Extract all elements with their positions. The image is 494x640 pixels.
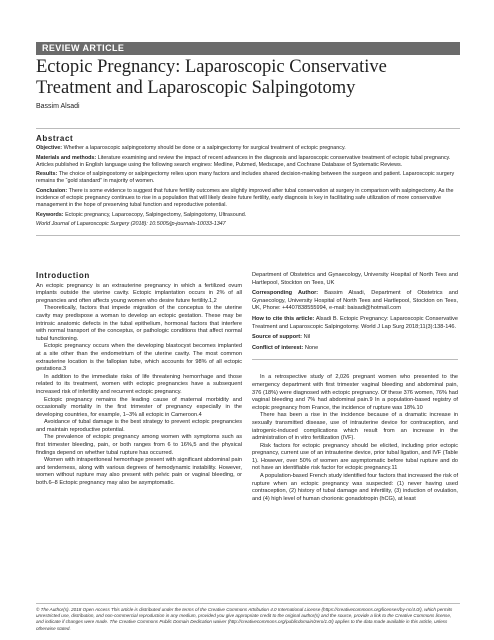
body-paragraph: A population-based French study identified four factors that increased the risk of rupture when an ectopic pregnancy was suspected: (1) never having used contraception, (2) history of tubal damage and infertility, (3) induction of ovulation, and (4) high level of human chorionic gonadotropin (hCG), at least [252, 473, 458, 502]
conflict-of-interest: Conflict of interest: None [252, 344, 319, 351]
article-type-banner: REVIEW ARTICLE [36, 42, 460, 55]
abstract-methods: Materials and methods: Literature examining and review the impact of recent advances in the diagnosis and laparoscopic conservative treatment of ectopic tubal pregnancy. Articles published in English language using the following search engines: Medline, Pubmed, Medscape, and Cochrane Database of Systematic Reviews. [36, 154, 451, 168]
article-title: Ectopic Pregnancy: Laparoscopic Conservative Treatment and Laparoscopic Salpingotomy [36, 57, 387, 98]
journal-citation: World Journal of Laparoscopic Surgery (2018): 10.5005/jp-journals-10033-1347 [36, 220, 226, 227]
intro-paragraph: Ectopic pregnancy occurs when the developing blastocyst becomes implanted at a site other than the endometrium of the uterine cavity. The most common extrauterine location is the fallopian tube, which accounts for 98% of all ectopic gestations.3 [36, 343, 242, 373]
intro-paragraph: In addition to the immediate risks of life threatening hemorrhage and those related to its treatment, women with ectopic pregnancies have a subsequent increased risk of infertility and recurrent ectopic pregnancy. [36, 373, 242, 395]
abstract-box [36, 128, 460, 236]
abstract-conclusion: Conclusion: There is some evidence to suggest that future fertility outcomes are slightly improved after tubal conservation at surgery in comparison with salpingectomy. As the incidence of ectopic pregnancy continues to rise in a population that will likely desire future fertility, early diagnosis is key in facilitating safe utilization of more conservative management in the hope of preserving tubal function and reproductive potential. [36, 187, 454, 209]
right-column [252, 272, 458, 503]
abstract-heading: Abstract [36, 134, 74, 143]
license-footer: © The Author(s). 2018 Open Access This article is distributed under the terms of the Creative Commons Attribution 4.0 International License (https://creativecommons.org/licenses/by-nc/4.0/), which permits unrestricted use, distribution, and non-commercial reproduction in any medium, provided you give appropriate credit to the original author(s) and the source, provide a link to the Creative Commons license, and indicate if changes were made. The Creative Commons Public Domain Dedication waiver (http://creativecommons.org/publicdomain/zero/1.0/) applies to the data made available in this article, unless otherwise stated. [36, 603, 460, 632]
body-paragraph: There has been a rise in the incidence because of a dramatic increase in sexually transmitted disease, use of intrauterine device for contraception, and iatrogenic-induced complications which result from an increase in the administration of in vitro fertilization (IVF). [252, 412, 458, 442]
intro-paragraph: Women with intraperitoneal hemorrhage present with significant abdominal pain and tenderness, along with various degrees of hemodynamic instability. However, women without rupture may also present with pelvic pain or vaginal bleeding, or both.6–8 Ectopic pregnancy may also be asymptomatic. [36, 457, 242, 487]
how-to-cite: How to cite this article: Alsadi B. Ectopic Pregnancy: Laparoscopic Conservative Treatment and Laparoscopic Salpingotomy. World J Lap Surg 2018;11(3):138-146. [252, 315, 458, 330]
introduction-heading: Introduction [36, 271, 90, 280]
source-of-support: Source of support: Nil [252, 334, 311, 341]
left-column [36, 272, 242, 488]
body-paragraph: In a retrospective study of 2,026 pregnant women who presented to the emergency department with first trimester vaginal bleeding and abdominal pain, 376 (18%) were diagnosed with ectopic pregnancy. Of these 376 women, 76% had vaginal bleeding and 7% had abdominal pain.9 In a population-based registry of ectopic pregnancy from France, the incidence of rupture was 18%.10 [252, 374, 458, 411]
intro-paragraph: Avoidance of tubal damage is the best strategy to prevent ectopic pregnancies and maintain reproductive potential. [36, 419, 242, 433]
intro-paragraph: An ectopic pregnancy is an extrauterine pregnancy in which a fertilized ovum implants outside the uterine cavity. Ectopic implantation occurs in 2% of all pregnancies and often affects young women who desire future fertility.1,2 [36, 282, 242, 304]
department: Department of Obstetrics and Gynaecology, University Hospital of North Tees and Hartlepool, Stockton on Tees, UK [252, 272, 458, 286]
abstract-keywords: Keywords: Ectopic pregnancy, Laparoscopy, Salpingectomy, Salpingotomy, Ultrasound. [36, 211, 247, 218]
abstract-results: Results: The choice of salpingostomy or salpingectomy relies upon many factors and includes shared decision-making between the surgeon and patient. Laparoscopic surgery remains the “gold standard” in majority of women. [36, 171, 455, 185]
intro-paragraph: The prevalence of ectopic pregnancy among women with symptoms such as first trimester bleeding, pain, or both ranges from 6 to 16%,5 and the physical findings depend on whether tubal rupture has occurred. [36, 434, 242, 456]
author-name: Bassim Alsadi [36, 103, 80, 110]
body-paragraph: Risk factors for ectopic pregnancy should be elicited, including prior ectopic pregnancy, current use of an intrauterine device, prior tubal ligation, and IVF (Table 1). However, over 50% of women are asymptomatic before tubal rupture and do not have an identifiable risk factor for ectopic pregnancy.11 [252, 442, 458, 472]
affiliation-box [252, 272, 458, 360]
intro-paragraph: Theoretically, factors that impede migration of the conceptus to the uterine cavity may predispose a woman to develop an ectopic gestation. These may be intrinsic anatomic defects in the tubal epithelium, hormonal factors that interfere with normal transport of the conceptus, or pathologic conditions that affect normal tubal functioning. [36, 305, 242, 342]
corresponding-author: Corresponding Author: Bassim Alsadi, Department of Obstetrics and Gynaecology, University Hospital of North Tees and Hartlepool, Stockton on Tees, UK, Phone: +4407838555994, e-mail: baisadi@hotmail.com [252, 290, 458, 312]
abstract-objective: Objective: Whether a laparoscopic salpingostomy should be done or a salpingectomy for surgical treatment of ectopic pregnancy. [36, 145, 346, 152]
intro-paragraph: Ectopic pregnancy remains the leading cause of maternal morbidity and occasionally mortality in the first trimester of pregnancy especially in the developing countries, for example, 1–3% all ectopic in Cameroon.4 [36, 396, 242, 418]
